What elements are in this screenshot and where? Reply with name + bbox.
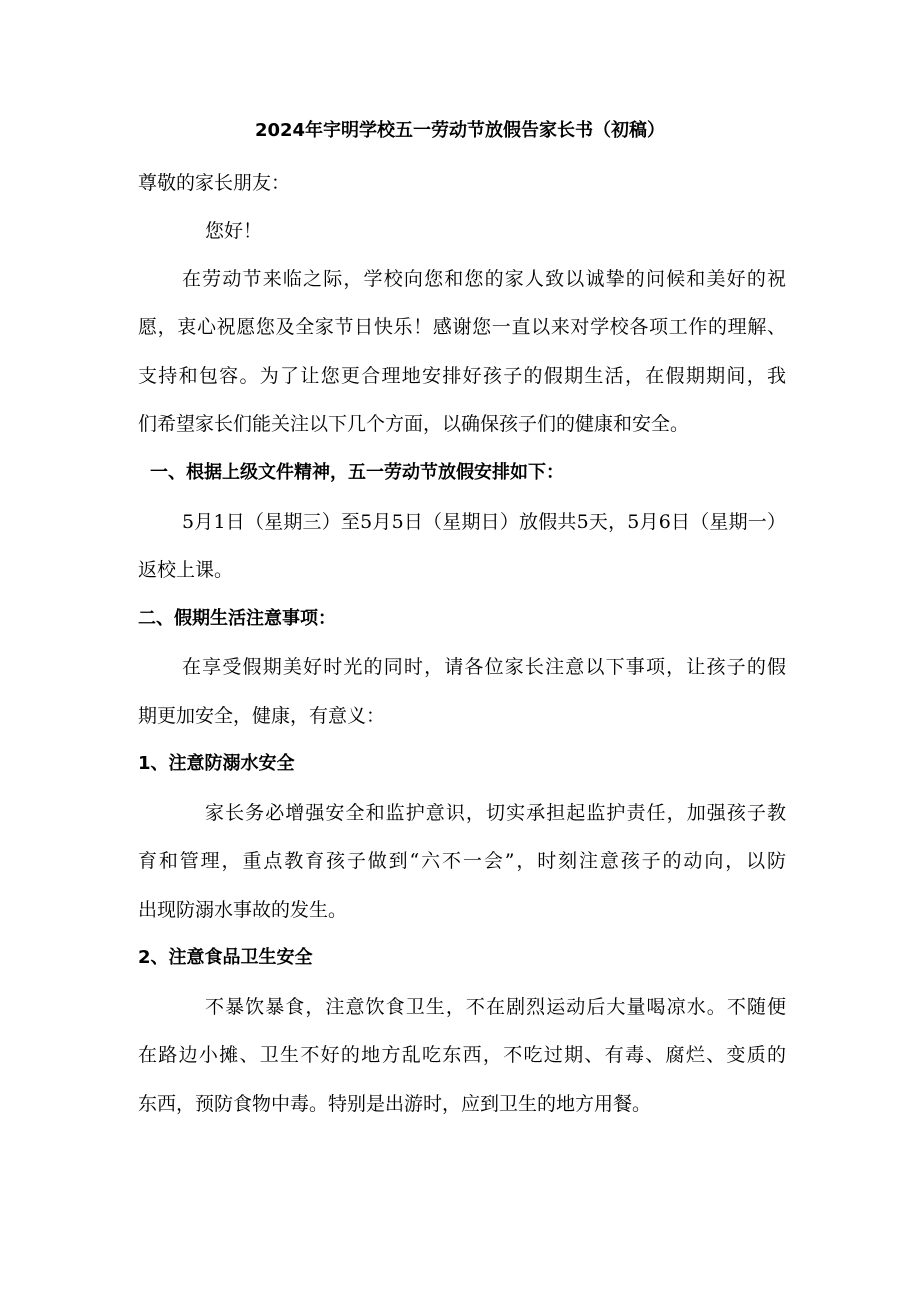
item1-heading: 1、注意防溺水安全: [138, 753, 295, 774]
item1-line: 家长务必增强安全和监护意识，切实承担起监护责任，加强孩子教: [205, 802, 786, 824]
greeting: 您好！: [205, 220, 263, 242]
section2-line: 期更加安全，健康，有意义：: [138, 705, 386, 727]
item2-line: 不暴饮暴食，注意饮食卫生，不在剧烈运动后大量喝凉水。不随便: [205, 996, 786, 1018]
intro-line: 们希望家长们能关注以下几个方面，以确保孩子们的健康和安全。: [138, 413, 690, 435]
salutation: 尊敬的家长朋友：: [138, 172, 291, 194]
document-title: 2024年宇明学校五一劳动节放假告家长书（初稿）: [254, 120, 666, 141]
item2-heading: 2、注意食品卫生安全: [138, 947, 313, 968]
item1-line: 出现防溺水事故的发生。: [138, 899, 348, 921]
section2-line: 在享受假期美好时光的同时，请各位家长注意以下事项，让孩子的假: [182, 656, 786, 678]
intro-line: 愿，衷心祝愿您及全家节日快乐！感谢您一直以来对学校各项工作的理解、: [138, 316, 786, 338]
item1-line: 育和管理，重点教育孩子做到“六不一会”，时刻注意孩子的动向，以防: [138, 850, 786, 872]
intro-line: 在劳动节来临之际，学校向您和您的家人致以诚挚的问候和美好的祝: [182, 268, 786, 290]
section1-line: 返校上课。: [138, 559, 234, 581]
intro-line: 支持和包容。为了让您更合理地安排好孩子的假期生活，在假期期间，我: [138, 365, 786, 387]
item2-line: 东西，预防食物中毒。特别是出游时，应到卫生的地方用餐。: [138, 1093, 652, 1115]
section2-heading: 二、假期生活注意事项：: [138, 608, 336, 629]
section1-line: 5月1日（星期三）至5月5日（星期日）放假共5天，5月6日（星期一）: [182, 511, 786, 533]
section1-heading: 一、根据上级文件精神，五一劳动节放假安排如下：: [150, 462, 564, 483]
item2-line: 在路边小摊、卫生不好的地方乱吃东西，不吃过期、有毒、腐烂、变质的: [138, 1044, 786, 1066]
